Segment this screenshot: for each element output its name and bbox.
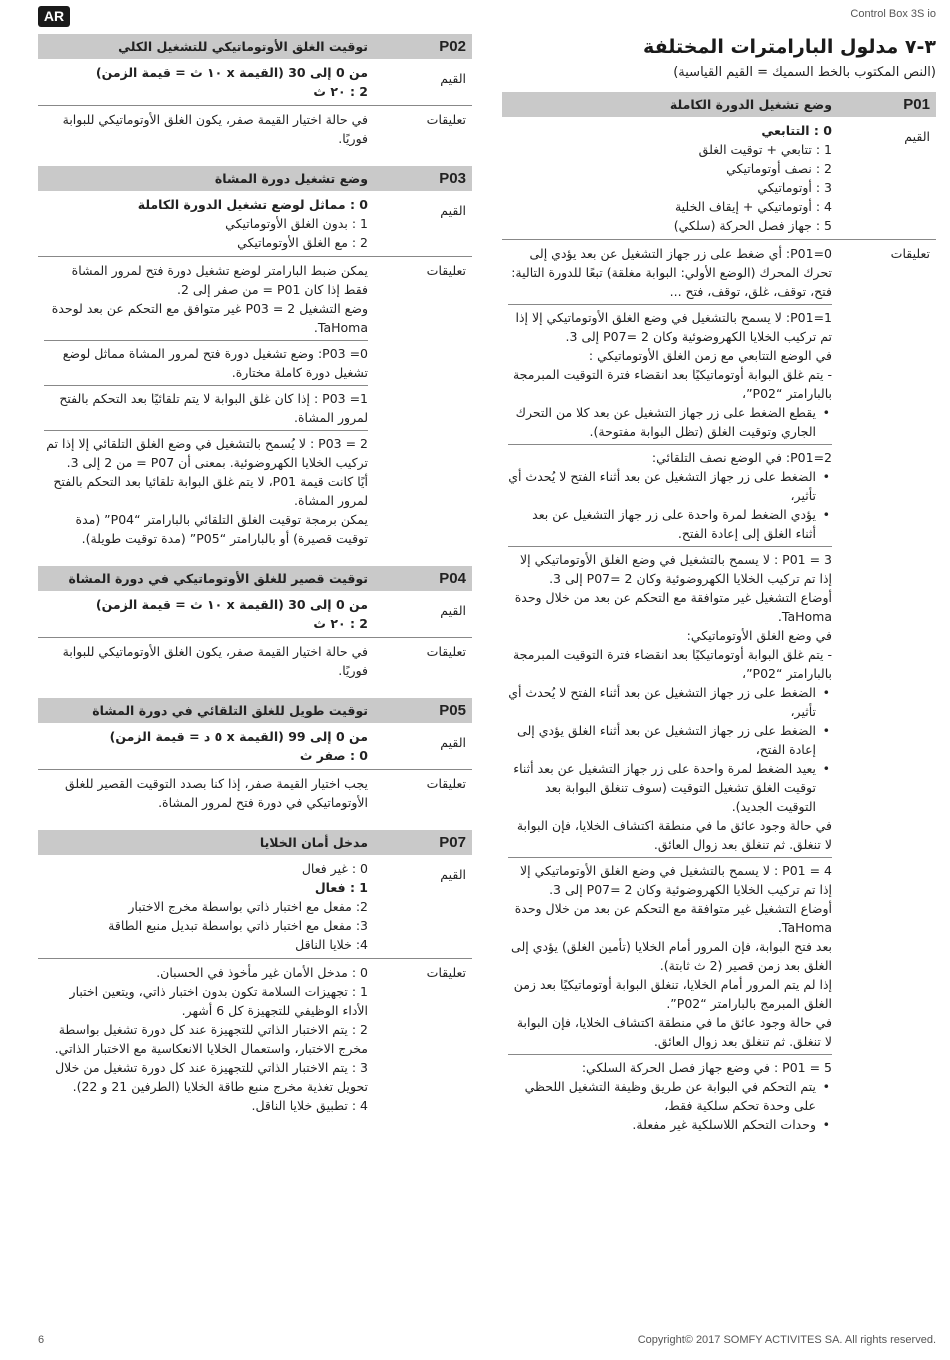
section-subtitle: (النص المكتوب بالخط السميك = القيم القياسية) [673, 65, 936, 80]
value-line: 2 : ٢٠ ث [313, 84, 368, 99]
comments-row [38, 959, 472, 1120]
comments-row [38, 770, 472, 817]
bullet-item: • الضغط على زر جهاز التشغيل عن بعد أثناء الغلق يؤدي إلى إعادة الفتح، [508, 721, 816, 759]
comment-block [44, 340, 368, 382]
bullet-item: • الضغط على زر جهاز التشغيل عن بعد أثناء الفتح لا يُحدث أي تأثير، [508, 467, 816, 505]
bullet-list [508, 467, 832, 543]
bullet-item: • يعيد الضغط لمرة واحدة على زر جهاز التشغيل عن بعد أثناء توقيت الغلق تشغيل التوقيت (سوف تنغلق البوابة بعد التوقيت الجديد). [508, 759, 816, 816]
values-cell [38, 723, 374, 770]
values-row [38, 59, 472, 106]
value-line: 2 : مع الغلق الأوتوماتيكي [237, 235, 368, 250]
comment-block [44, 774, 368, 812]
values-row [38, 591, 472, 638]
bullet-item: • وحدات التحكم اللاسلكية غير مفعلة. [508, 1115, 816, 1134]
param-code: P01 [838, 92, 936, 117]
value-line: 0 : صفر ث [299, 748, 368, 763]
comments-label: تعليقات [374, 770, 472, 817]
product-name: Control Box 3S io [850, 8, 936, 20]
value-line: 0 : التتابعي [761, 123, 832, 138]
comments-cell [38, 106, 374, 153]
comment-block [508, 244, 832, 301]
copyright: Copyright© 2017 SOMFY ACTIVITES SA. All rights reserved. [637, 1334, 936, 1346]
comment-block [508, 546, 832, 854]
comment-line: إذا لم يتم المرور أمام الخلايا، تنغلق البوابة أوتوماتيكيًا بعد زمن الغلق المبرمج بالبارامتر “P02”. [513, 977, 832, 1011]
comment-block [508, 1054, 832, 1134]
values-label: القيم [440, 735, 466, 750]
bullet-list [508, 683, 832, 816]
bullet-item: • يقطع الضغط على زر جهاز التشغيل عن بعد كلا من التحرك الجاري وتوقيت الغلق (تظل البوابة مفتوحة). [508, 403, 816, 441]
value-line: 1 : تتابعي + توقيت الغلق [698, 142, 832, 157]
comments-cell [502, 240, 838, 1139]
values-cell [38, 855, 374, 959]
comment-line: P01=0: أي ضغط على زر جهاز التشغيل عن بعد يؤدي إلى تحرك المحرك (الوضع الأولي: البوابة مغلقة) تبعًا للدورة التالية: فتح، توقف، غلق، توقف، فتح ... [511, 246, 832, 299]
comment-block [508, 857, 832, 1051]
comment-block [44, 261, 368, 337]
values-label: القيم [440, 603, 466, 618]
param-table-p07 [38, 830, 472, 1119]
comment-block [44, 385, 368, 427]
comment-line: P03 = 2 : لا يُسمح بالتشغيل في وضع الغلق التلقائي إلا إذا تم تركيب الخلايا الكهروضوئية. بمعنى أن P07 = من 2 إلى 3. [46, 436, 368, 470]
comments-label: تعليقات [374, 257, 472, 553]
comment-block [44, 430, 368, 548]
param-name: توقيت الغلق الأوتوماتيكي للتشغيل الكلي [38, 34, 374, 59]
param-name: وضع تشغيل الدورة الكاملة [502, 92, 838, 117]
comment-line: 1 : تجهيزات السلامة تكون بدون اختبار ذاتي، ويتعين اختبار الأداء الوظيفي للتجهيزة كل 6 أشهر. [69, 984, 368, 1018]
param-header [38, 830, 472, 855]
values-cell [38, 591, 374, 638]
left-column [38, 34, 472, 1133]
comments-row [502, 240, 936, 1139]
param-code: P04 [374, 566, 472, 591]
comment-block [44, 110, 368, 148]
comment-line: P01 = 5 : في وضع جهاز فصل الحركة السلكي: [581, 1060, 832, 1075]
comments-row [38, 257, 472, 553]
comment-line: 0 : مدخل الأمان غير مأخوذ في الحسبان. [156, 965, 368, 980]
comments-cell [38, 770, 374, 817]
comment-line: يمكن ضبط البارامتر لوضع تشغيل دورة فتح لمرور المشاة فقط إذا كان P01 = من صفر إلى 2. [71, 263, 368, 297]
param-table-p04 [38, 566, 472, 684]
comment-line: في حالة وجود عائق ما في منطقة اكتشاف الخلايا، فإن البوابة لا تنغلق. ثم تنغلق بعد زوال العائق. [516, 1015, 832, 1049]
comment-block [44, 963, 368, 1115]
comment-line: في حالة اختيار القيمة صفر، يكون الغلق الأوتوماتيكي للبوابة فوريًا. [62, 644, 368, 678]
param-header [38, 698, 472, 723]
param-header [38, 166, 472, 191]
value-line: 0 : مماثل لوضع تشغيل الدورة الكاملة [137, 197, 368, 212]
comments-cell [38, 257, 374, 553]
values-row [38, 855, 472, 959]
values-cell [38, 59, 374, 106]
values-row [502, 117, 936, 240]
bullet-list [508, 1077, 832, 1134]
param-header [502, 92, 936, 117]
comment-line: - يتم غلق البوابة أوتوماتيكيًا بعد انقضاء فترة التوقيت المبرمجة بالبارامتر “P02”، [512, 647, 832, 681]
comment-line: بعد فتح البوابة، فإن المرور أمام الخلايا (تأمين الغلق) يؤدي إلى الغلق بعد زمن قصير (2 ث ثابتة). [511, 939, 832, 973]
comments-row [38, 106, 472, 153]
param-code: P03 [374, 166, 472, 191]
values-label: القيم [440, 867, 466, 882]
comment-block [508, 444, 832, 543]
value-line: 5 : جهاز فصل الحركة (سلكي) [673, 218, 832, 233]
comment-line: P03 =1 : إذا كان غلق البوابة لا يتم تلقائيًا بعد التحكم بالفتح لمرور المشاة. [59, 391, 368, 425]
comment-block [44, 642, 368, 680]
comment-line: أيًا كانت قيمة P01، لا يتم غلق البوابة تلقائيا بعد التحكم بالفتح لمرور المشاة. [53, 474, 368, 508]
value-line: 4: خلايا الناقل [295, 937, 368, 952]
comment-line: 3 : يتم الاختبار الذاتي للتجهيزة عند كل دورة تشغيل من خلال تحويل تغذية مخرج منبع طاقة الخلايا (الطرفين 21 و 22). [55, 1060, 368, 1094]
values-label: القيم [440, 71, 466, 86]
section-title: ٣-٧ مدلول البارامترات المختلفة [643, 36, 936, 58]
comments-label: تعليقات [374, 638, 472, 685]
comments-cell [38, 959, 374, 1120]
param-code: P05 [374, 698, 472, 723]
param-table-p02 [38, 34, 472, 152]
values-label: القيم [904, 129, 930, 144]
comment-line: في وضع الغلق الأوتوماتيكي: [686, 628, 832, 643]
param-header [38, 566, 472, 591]
comment-line: في حالة اختيار القيمة صفر، يكون الغلق الأوتوماتيكي للبوابة فوريًا. [62, 112, 368, 146]
comment-line: P03 =0: وضع تشغيل دورة فتح لمرور المشاة مماثل لوضع تشغيل دورة كاملة مختارة. [62, 346, 368, 380]
value-line: 1 : بدون الغلق الأوتوماتيكي [225, 216, 368, 231]
values-cell [38, 191, 374, 257]
right-column [502, 34, 936, 1152]
comment-line: يجب اختيار القيمة صفر، إذا كنا بصدد التوقيت القصير للغلق الأوتوماتيكي في دورة فتح لمرور المشاة. [64, 776, 368, 810]
value-line: 2 : ٢٠ ث [313, 616, 368, 631]
comment-line: في الوضع التتابعي مع زمن الغلق الأوتوماتيكي : [588, 348, 832, 363]
comment-line: وضع التشغيل P03 = 2 غير متوافق مع التحكم عن بعد لوحدة TaHoma. [51, 301, 368, 335]
comments-row [38, 638, 472, 685]
value-line: من 0 إلى 99 (القيمة x ٥ د = قيمة الزمن) [109, 729, 368, 744]
param-header [38, 34, 472, 59]
comment-line: في حالة وجود عائق ما في منطقة اكتشاف الخلايا، فإن البوابة لا تنغلق. ثم تنغلق بعد زوال العائق. [516, 818, 832, 852]
param-table-p05 [38, 698, 472, 816]
values-row [38, 191, 472, 257]
comment-line: P01 = 4 : لا يسمح بالتشغيل في وضع الغلق الأوتوماتيكي إلا إذا تم تركيب الخلايا الكهروضوئية وكان P07= 2 إلى 3. [520, 863, 832, 897]
value-line: 2: مفعل مع اختبار ذاتي بواسطة مخرج الاختبار [128, 899, 368, 914]
param-name: توقيت قصير للغلق الأوتوماتيكي في دورة المشاة [38, 566, 374, 591]
comment-block [508, 304, 832, 441]
comment-line: يمكن برمجة توقيت الغلق التلقائي بالبارامتر “P04” (مدة توقيت قصيرة) أو بالبارامتر “P05” (مدة توقيت طويلة). [75, 512, 368, 546]
page-number: 6 [38, 1334, 45, 1346]
value-line: من 0 إلى 30 (القيمة x ١٠ ث = قيمة الزمن) [95, 65, 368, 80]
bullet-item: • الضغط على زر جهاز التشغيل عن بعد أثناء الفتح لا يُحدث أي تأثير، [508, 683, 816, 721]
param-table-p01 [502, 92, 936, 1138]
comment-line: P01=1: لا يسمح بالتشغيل في وضع الغلق الأوتوماتيكي إلا إذا تم تركيب الخلايا الكهروضوئية وكان P07= 2 إلى 3. [515, 310, 832, 344]
comments-label: تعليقات [374, 959, 472, 1120]
value-line: 3 : أوتوماتيكي [757, 180, 832, 195]
language-badge: AR [38, 6, 70, 27]
comment-line: 4 : تطبيق خلايا الناقل. [251, 1098, 368, 1113]
comment-line: 2 : يتم الاختبار الذاتي للتجهيزة عند كل دورة تشغيل بواسطة مخرج الاختبار، واستعمال الخلايا الانعكاسية مع الاختبار الذاتي. [54, 1022, 368, 1056]
bullet-item: • يؤدي الضغط لمرة واحدة على زر جهاز التشغيل عن بعد أثناء الغلق إلى إعادة الفتح. [508, 505, 816, 543]
value-line: من 0 إلى 30 (القيمة x ١٠ ث = قيمة الزمن) [95, 597, 368, 612]
bullet-item: • يتم التحكم في البوابة عن طريق وظيفة التشغيل اللحظي على وحدة تحكم سلكية فقط، [508, 1077, 816, 1115]
bullet-list [508, 403, 832, 441]
comments-label: تعليقات [374, 106, 472, 153]
param-name: مدخل أمان الخلايا [38, 830, 374, 855]
comment-line: P01=2: في الوضع نصف التلقائي: [651, 450, 832, 465]
param-name: وضع تشغيل دورة المشاة [38, 166, 374, 191]
values-row [38, 723, 472, 770]
comment-line: أوضاع التشغيل غير متوافقة مع التحكم عن بعد من خلال وحدة TaHoma. [514, 590, 832, 624]
value-line: 3: مفعل مع اختبار ذاتي بواسطة تبديل منبع الطاقة [108, 918, 368, 933]
param-code: P02 [374, 34, 472, 59]
param-code: P07 [374, 830, 472, 855]
value-line: 0 : غير فعال [301, 861, 368, 876]
value-line: 1 : فعال [314, 880, 368, 895]
comment-line: P01 = 3 : لا يسمح بالتشغيل في وضع الغلق الأوتوماتيكي إلا إذا تم تركيب الخلايا الكهروضوئية وكان P07= 2 إلى 3. [520, 552, 832, 586]
values-label: القيم [440, 203, 466, 218]
comments-cell [38, 638, 374, 685]
value-line: 4 : أوتوماتيكي + إيقاف الخلية [674, 199, 832, 214]
comment-line: أوضاع التشغيل غير متوافقة مع التحكم عن بعد من خلال وحدة TaHoma. [514, 901, 832, 935]
value-line: 2 : نصف أوتوماتيكي [726, 161, 832, 176]
values-cell [502, 117, 838, 240]
param-table-p03 [38, 166, 472, 552]
comment-line: - يتم غلق البوابة أوتوماتيكيًا بعد انقضاء فترة التوقيت المبرمجة بالبارامتر “P02”، [512, 367, 832, 401]
param-name: توقيت طويل للغلق التلقائي في دورة المشاة [38, 698, 374, 723]
comments-label: تعليقات [838, 240, 936, 1139]
